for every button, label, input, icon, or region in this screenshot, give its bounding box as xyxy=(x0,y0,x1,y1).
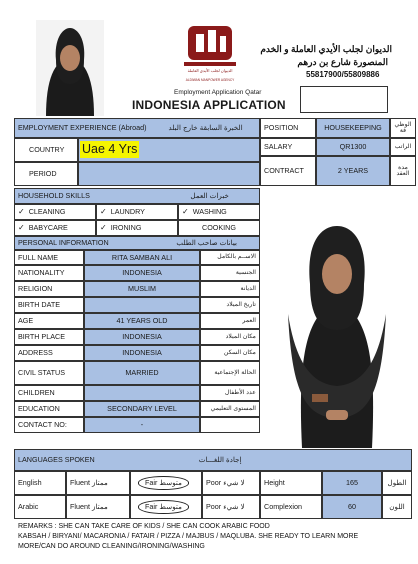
personal-row-label: ADDRESS xyxy=(14,345,84,361)
fair-selected-circle: Fair متوسط xyxy=(138,476,189,489)
personal-row-label-ar: العمر xyxy=(200,313,260,329)
skill-cleaning: ✓ CLEANING xyxy=(14,204,96,220)
personal-row-value: RITA SAMBAN ALI xyxy=(84,250,200,265)
position-value: HOUSEKEEPING xyxy=(316,118,390,138)
period-label: PERIOD xyxy=(14,162,78,186)
personal-row-value: INDONESIA xyxy=(84,265,200,281)
personal-row-label: BIRTH PLACE xyxy=(14,329,84,345)
languages-label: LANGUAGES SPOKEN xyxy=(18,455,95,465)
personal-row-value: SECONDARY LEVEL xyxy=(84,401,200,417)
contract-label-ar: مدة العقد xyxy=(390,156,416,186)
personal-row-value: MARRIED xyxy=(84,361,200,385)
personal-row-value: - xyxy=(84,417,200,433)
personal-row-label: CHILDREN xyxy=(14,385,84,401)
skill-washing: ✓ WASHING xyxy=(178,204,260,220)
remarks-line1: REMARKS : SHE CAN TAKE CARE OF KIDS / SHE CAN COOK ARABIC FOOD xyxy=(18,523,270,530)
measure-label: Complexion xyxy=(260,495,322,519)
poor-option: Poor لا شيء xyxy=(202,495,260,519)
headshot-image xyxy=(36,20,104,116)
logo-arabic-text: الديوان لجلب الأيدي العاملة xyxy=(187,68,233,73)
country-label: COUNTRY xyxy=(14,138,78,162)
fluent-option: Fluent ممتاز xyxy=(66,495,130,519)
personal-info-label: PERSONAL INFORMATION xyxy=(18,238,109,248)
employment-experience-label-ar: الخبرة السابقة خارج البلد xyxy=(168,123,243,133)
personal-row-value: MUSLIM xyxy=(84,281,200,297)
personal-row-label-ar: الاســم بالكامل xyxy=(200,250,260,265)
personal-row-label: FULL NAME xyxy=(14,250,84,265)
position-label-ar: الوظي فة xyxy=(390,118,416,138)
personal-row-label-ar: المستوى التعليمي xyxy=(200,401,260,417)
personal-row-label-ar xyxy=(200,417,260,433)
measure-label-ar: اللون xyxy=(382,495,412,519)
personal-row-label: CIVIL STATUS xyxy=(14,361,84,385)
contract-value: 2 YEARS xyxy=(316,156,390,186)
employment-experience-header xyxy=(14,118,260,138)
salary-value: QR1300 xyxy=(316,138,390,156)
remarks-line3: MORE/CAN DO AROUND CLEANING/IRONING/WASHING xyxy=(18,543,205,550)
form-title: INDONESIA APPLICATION xyxy=(132,98,286,112)
measure-value: 165 xyxy=(322,471,382,495)
personal-info-header xyxy=(14,236,260,250)
measure-label: Height xyxy=(260,471,322,495)
personal-row-value xyxy=(84,385,200,401)
skill-laundry: ✓ LAUNDRY xyxy=(96,204,178,220)
personal-row-label-ar: تاريخ الميلاد xyxy=(200,297,260,313)
position-label: POSITION xyxy=(260,118,316,138)
measure-value: 60 xyxy=(322,495,382,519)
applicant-full-body-photo xyxy=(262,204,412,448)
check-icon: ✓ xyxy=(100,207,107,216)
reference-box xyxy=(300,86,388,113)
personal-row-label-ar: الجنسية xyxy=(200,265,260,281)
household-skills-label-ar: خبرات العمل xyxy=(190,191,229,201)
fair-option xyxy=(130,495,202,519)
full-body-image xyxy=(262,204,412,448)
skill-babycare: ✓ BABYCARE xyxy=(14,220,96,236)
skill-ironing: ✓ IRONING xyxy=(96,220,178,236)
language-name: English xyxy=(14,471,66,495)
poor-option: Poor لا شيء xyxy=(202,471,260,495)
household-skills-label: HOUSEHOLD SKILLS xyxy=(18,191,90,201)
header-arabic-line2: المنصورة شارع بن درهم xyxy=(297,57,388,67)
personal-row-label: AGE xyxy=(14,313,84,329)
salary-label: SALARY xyxy=(260,138,316,156)
personal-row-label: EDUCATION xyxy=(14,401,84,417)
personal-row-label-ar: الحالة الإجتماعية xyxy=(200,361,260,385)
skill-cooking: COOKING xyxy=(178,220,260,236)
personal-row-label-ar: مكان السكن xyxy=(200,345,260,361)
languages-label-ar: إجادة اللغـــات xyxy=(198,455,242,465)
country-value: Uae 4 Yrs xyxy=(82,142,138,156)
personal-row-label: RELIGION xyxy=(14,281,84,297)
languages-header xyxy=(14,449,412,471)
fair-selected-circle: Fair متوسط xyxy=(138,500,189,513)
personal-row-label-ar: مكان الميلاد xyxy=(200,329,260,345)
personal-info-label-ar: بيانات صاحب الطلب xyxy=(176,238,237,248)
personal-row-label: NATIONALITY xyxy=(14,265,84,281)
personal-row-value xyxy=(84,297,200,313)
salary-label-ar: الراتب xyxy=(390,138,416,156)
personal-row-label-ar: عدد الأطفال xyxy=(200,385,260,401)
check-icon: ✓ xyxy=(18,223,25,232)
measure-label-ar: الطول xyxy=(382,471,412,495)
household-skills-header xyxy=(14,188,260,204)
check-icon: ✓ xyxy=(182,207,189,216)
personal-row-value: INDONESIA xyxy=(84,329,200,345)
header-phones: 55817900/55809886 xyxy=(306,70,380,79)
personal-row-value: 41 YEARS OLD xyxy=(84,313,200,329)
check-icon: ✓ xyxy=(18,207,25,216)
remarks-line2: KABSAH / BIRYANI/ MACARONIA / FATAIR / PIZZA / MAJBUS / MAQLUBA. SHE READY TO LEARN MORE xyxy=(18,533,359,540)
agency-logo xyxy=(178,22,242,88)
contract-label: CONTRACT xyxy=(260,156,316,186)
personal-row-value: INDONESIA xyxy=(84,345,200,361)
fair-option xyxy=(130,471,202,495)
form-subtitle: Employment Application Qatar xyxy=(174,89,262,96)
personal-row-label: BIRTH DATE xyxy=(14,297,84,313)
logo-english-text: ALDIWAN MANPOWER AGENCY xyxy=(185,78,235,82)
personal-row-label-ar: الديانة xyxy=(200,281,260,297)
check-icon: ✓ xyxy=(100,223,107,232)
period-value xyxy=(78,162,260,186)
fluent-option: Fluent ممتاز xyxy=(66,471,130,495)
employment-experience-label: EMPLOYMENT EXPERIENCE (Abroad) xyxy=(18,123,147,133)
applicant-headshot-photo xyxy=(36,20,104,116)
personal-row-label: CONTACT NO: xyxy=(14,417,84,433)
header-arabic-line1: الديوان لجلب الأيدي العاملة و الخدم xyxy=(260,44,392,54)
language-name: Arabic xyxy=(14,495,66,519)
